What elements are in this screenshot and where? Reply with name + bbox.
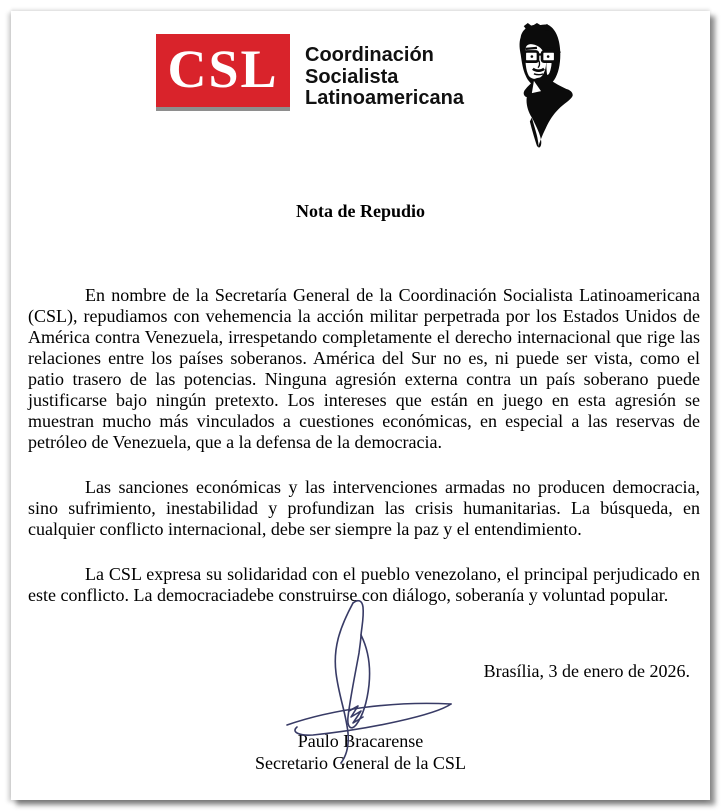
handwritten-signature	[279, 595, 459, 775]
letter-page	[11, 11, 710, 800]
signer-role: Secretario General de la CSL	[255, 752, 466, 773]
org-name-line-2: Socialista	[305, 65, 399, 88]
paragraph-3: La CSL expresa su solidaridad con el pueblo venezolano, el principal perjudicado en este conflicto. La democraciadebe construirse con diálogo, soberanía y voluntad popular.	[28, 564, 700, 605]
paragraph-1: En nombre de la Secretaría General de la Coordinación Socialista Latinoamericana (CSL), repudiamos con vehemencia la acción militar perpetrada por los Estados Unidos de América contra Venezuela, irrespetando completamente el derecho internacional que rige las relaciones entre los países soberanos. América del Sur no es, ni puede ser vista, como el patio trasero de las potencias. Ninguna agresión externa contra un país soberano puede justificarse bajo ningún pretexto. Los intereses que están en juego en esta agresión se muestran mucho más vinculados a cuestiones económicas, en especial a las reservas de petróleo de Venezuela, que a la defensa de la democracia.	[28, 285, 700, 452]
date-line: Brasília, 3 de enero de 2026.	[483, 661, 690, 681]
allende-south-america-silhouette-icon	[503, 22, 577, 150]
page-title: Nota de Repudio	[295, 201, 425, 221]
paragraph-2: Las sanciones económicas y las intervenciones armadas no producen democracia, sino sufrimiento, inestabilidad y profundizan las crisis humanitarias. La búsqueda, en cualquier conflicto internacional, debe ser siempre la paz y el entendimiento.	[28, 477, 700, 539]
letter-body	[28, 285, 700, 630]
signer-name: Paulo Bracarense	[297, 731, 424, 751]
org-name	[305, 45, 464, 110]
csl-logo-text: CSL	[167, 38, 279, 99]
org-name-line-3: Latinoamericana	[305, 87, 464, 109]
csl-logo-box	[156, 34, 290, 111]
org-name-line-1: Coordinación	[305, 44, 434, 66]
